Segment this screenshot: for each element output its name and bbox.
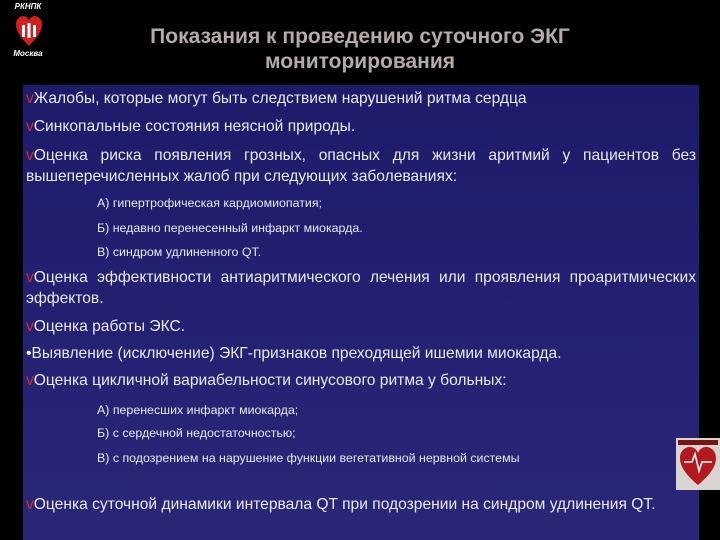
list-item-text: Оценка работы ЭКС. — [33, 318, 186, 335]
sub-item: А) перенесших инфаркт миокарда; — [97, 403, 299, 417]
list-item — [26, 316, 696, 337]
list-item — [26, 494, 696, 515]
sub-item: В) с подозрением на нарушение функции вегетативной нервной системы — [97, 451, 520, 465]
list-item — [26, 343, 696, 364]
checkmark-icon: v — [26, 496, 34, 513]
list-item — [26, 88, 696, 109]
list-item — [26, 145, 696, 187]
list-item-text: Оценка эффективности антиаритмического лечения или проявления проаритмических эффектов. — [26, 269, 696, 307]
checkmark-icon: v — [26, 90, 34, 107]
list-item-text: Оценка цикличной вариабельности синусового ритма у больных: — [33, 372, 507, 389]
list-item — [26, 370, 696, 391]
title-line-1: Показания к проведению суточного ЭКГ — [150, 25, 570, 48]
heart-emblem-icon — [676, 438, 720, 490]
organization-abbreviation: РКНПК — [14, 2, 42, 11]
organization-city: Москва — [13, 49, 43, 58]
sub-item: Б) недавно перенесенный инфаркт миокарда. — [97, 221, 363, 235]
list-item — [26, 267, 696, 309]
list-item-text: Оценка суточной динамики интервала QT при подозрении на синдром удлинения QT. — [33, 496, 656, 513]
list-item-text: Оценка риска появления грозных, опасных для жизни аритмий у пациентов без вышеперечисленных жалоб при следующих заболеваниях: — [26, 147, 696, 185]
checkmark-icon: v — [26, 318, 34, 335]
checkmark-icon: v — [26, 118, 34, 135]
title-line-2: мониторирования — [264, 50, 456, 73]
organization-logo — [6, 2, 50, 62]
slide-title — [80, 24, 640, 74]
sub-item: В) синдром удлиненного QT. — [97, 245, 262, 259]
list-item — [26, 116, 696, 137]
sub-item: А) гипертрофическая кардиомиопатия; — [97, 196, 322, 210]
list-item-text: Синкопальные состояния неясной природы. — [33, 118, 356, 135]
list-item-text: Жалобы, которые могут быть следствием нарушений ритма сердца — [33, 90, 527, 107]
heart-building-icon — [16, 16, 42, 48]
checkmark-icon: v — [26, 147, 34, 164]
list-item-text: Выявление (исключение) ЭКГ-признаков преходящей ишемии миокарда. — [31, 345, 562, 362]
bullet-icon: • — [26, 345, 32, 362]
checkmark-icon: v — [26, 269, 34, 286]
checkmark-icon: v — [26, 372, 34, 389]
institution-emblem — [676, 438, 720, 490]
sub-item: Б) с сердечной недостаточностью; — [97, 426, 296, 440]
